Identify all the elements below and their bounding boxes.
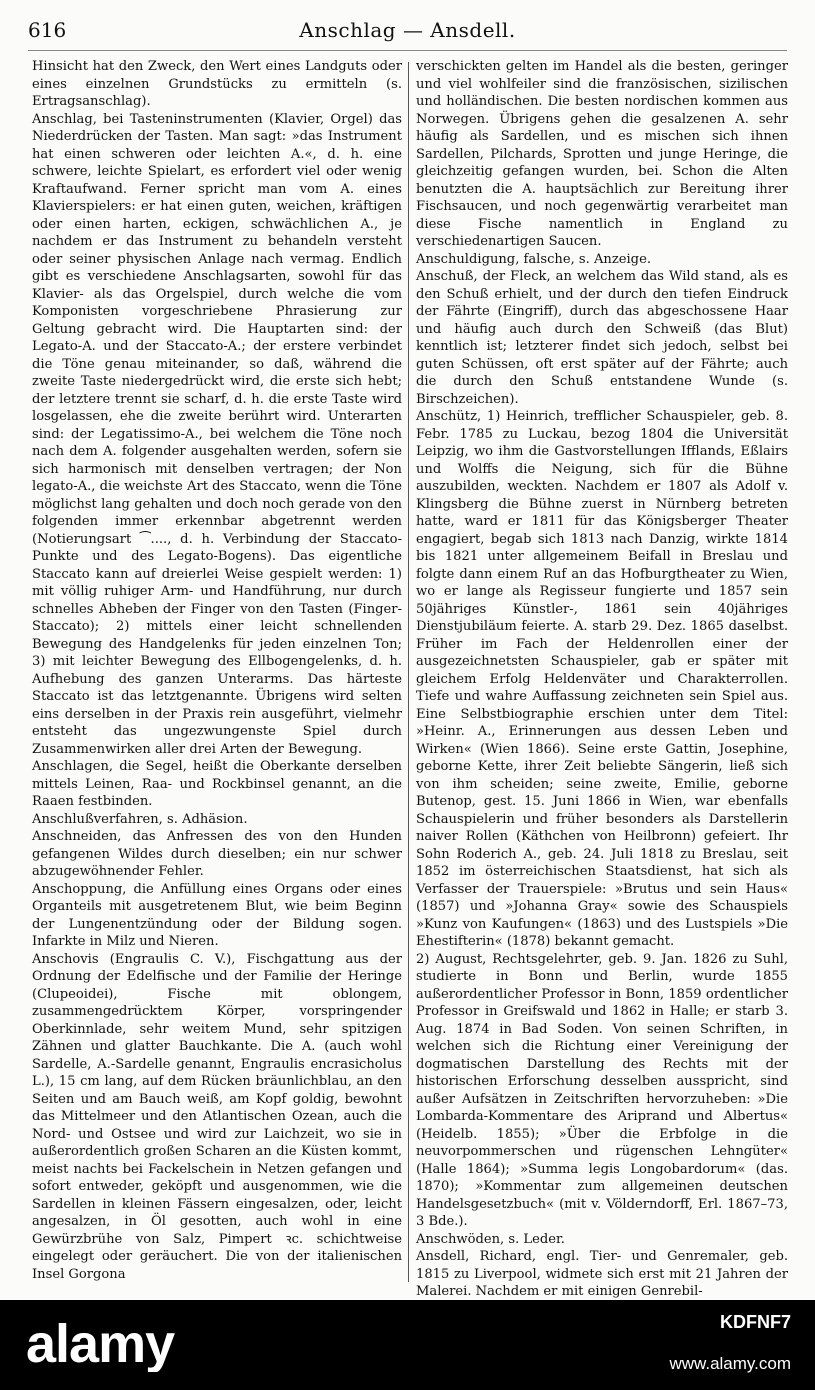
entry-anschlag: Anschlag, bei Tasteninstrumenten (Klavier, Orgel) das Niederdrücken der Tasten. Man sagt: »das Instrument hat einen schweren oder leichten A.«, d. h. eine schwere, leichte Spielart, es erfordert viel oder wenig Kraftaufwand. Ferner spricht man vom A. eines Klavierspielers: er hat einen guten, weichen, kräftigen oder einen harten, eckigen, schwächlichen A., je nachdem er das Instrument zu behandeln versteht oder seiner physischen Anlage nach vermag. Endlich gibt es verschiedene Anschlagsarten, sowohl für das Klavier- als das Orgelspiel, durch welche die vom Komponisten vorgeschriebene Phrasierung zur Geltung gebracht wird. Die Hauptarten sind: der Legato-A. und der Staccato-A.; der erstere verbindet die Töne genau miteinander, so daß, während die zweite Taste niedergedrückt wird, die erste sich hebt; der letztere trennt sie scharf, d. h. die erste Taste wird losgelassen, ehe die zweite berührt wird. Unterarten sind: der Legatissimo-A., bei welchem die Töne noch nach dem A. folgender ausgehalten werden, sofern sie sich harmonisch mit denselben vertragen; der Non legato-A., die weichste Art des Staccato, wenn die Töne möglichst lang gehalten und doch noch gerade von den folgenden immer erkennbar abgetrennt werden (Notierungsart ⁀...., d. h. Verbindung der Staccato-Punkte und des Legato-Bogens). Das eigentliche Staccato kann auf dreierlei Weise gespielt werden: 1) mit völlig ruhiger Arm- und Handführung, nur durch schnelles Abheben der Finger von den Tasten (Finger-Staccato); 2) mittels einer leicht schnellenden Bewegung des Handgelenks für jeden einzelnen Ton; 3) mit leichter Bewegung des Ellbogengelenks, d. h. Aufhebung des ganzen Unterarms. Das härteste Staccato ist das letztgenannte. Übrigens wird selten eins derselben in der Praxis rein ausgeführt, vielmehr entsteht das ungezwungenste Spiel durch Zusammenwirken aller drei Arten der Bewegung. [32, 111, 402, 757]
entry-anschwoeden: Anschwöden, s. Leder. [416, 1231, 565, 1247]
entry-anschuss: Anschuß, der Fleck, an welchem das Wild stand, als es den Schuß erhielt, und der durch den tiefen Eindruck der Fährte (Eingriff), durch das abgeschossene Haar und häufig auch durch den Schweiß (das Blut) kenntlich ist; letzterer findet sich jedoch, selbst bei guten Schüssen, oft erst später auf der Fährte; auch die durch den Schuß entstandene Wunde (s. Birschzeichen). [416, 269, 788, 407]
entry-anschuetz-2: 2) August, Rechtsgelehrter, geb. 9. Jan. 1826 zu Suhl, studierte in Bonn und Berlin, wurde 1855 außerordentlicher Professor in Bonn, 1859 ordentlicher Professor in Greifswald und 1862 in Halle; er starb 3. Aug. 1874 in Bad Soden. Von seinen Schriften, in welchen sich die Richtung einer Vereinigung der dogmatischen Darstellung des Rechts mit der historischen Erforschung desselben ausspricht, sind außer Aufsätzen in Zeitschriften hervorzuheben: »Die Lombarda-Kommentare des Ariprand und Albertus« (Heidelb. 1855); »Über die Erbfolge in die neuvorpommerschen und rügenschen Lehngüter« (Halle 1864); »Summa legis Longobardorum« (das. 1870); »Kommentar zum allgemeinen deutschen Handelsgesetzbuch« (mit v. Völderndorff, Erl. 1867–73, 3 Bde.). [416, 951, 788, 1229]
entry-anschneiden: Anschneiden, das Anfressen des von den Hunden gefangenen Wildes durch dieselben; ein nur schwer abzugewöhnender Fehler. [32, 829, 402, 879]
column-rule [408, 62, 409, 1282]
svg-text:alamy: alamy [26, 1318, 175, 1372]
entry-anschuetz-1: Anschütz, 1) Heinrich, trefflicher Schauspieler, geb. 8. Febr. 1785 zu Luckau, bezog 1804 die Universität Leipzig, wo ihm die Gastvorstellungen Ifflands, Eßlairs und Wolffs die Neigung, sich für die Bühne auszubilden, weckten. Nachdem er 1807 als Adolf v. Klingsberg die Bühne zuerst in Nürnberg betreten hatte, ward er 1811 für das Königsberger Theater engagiert, begab sich 1813 nach Danzig, wirkte 1814 bis 1821 unter allgemeinem Beifall in Breslau und folgte dann einem Ruf an das Hofburgtheater zu Wien, wo er lange als Regisseur fungierte und 1857 sein 50jähriges Künstler-, 1861 sein 40jähriges Dienstjubiläum feierte. A. starb 29. Dez. 1865 daselbst. Früher im Fach der Heldenrollen einer der ausgezeichnetsten Schauspieler, gab er später mit gleichem Erfolg Heldenväter und Charakterrollen. Tiefe und wahre Auffassung zeichneten sein Spiel aus. Eine Selbstbiographie erschien unter dem Titel: »Heinr. A., Erinnerungen aus dessen Leben und Wirken« (Wien 1866). Seine erste Gattin, Josephine, geborne Kette, ihrer Zeit beliebte Sängerin, ließ sich von ihm scheiden; seine zweite, Emilie, geborne Butenop, gest. 15. Juni 1866 in Wien, war ebenfalls Schauspielerin und früher besonders als Darstellerin naiver Rollen (Käthchen von Heilbronn) gefeiert. Ihr Sohn Roderich A., geb. 24. Juli 1818 zu Breslau, seit 1852 im österreichischen Staatsdienst, hat sich als Verfasser der Trauerspiele: »Brutus und sein Haus« (1857) und »Johanna Gray« sowie des Schauspiels »Kunz von Kaufungen« (1863) und des Lustspiels »Die Ehestifterin« (1878) bekannt gemacht. [416, 409, 788, 949]
left-column [32, 58, 402, 1283]
entry-ansdell: Ansdell, Richard, engl. Tier- und Genremaler, geb. 1815 zu Liverpool, widmete sich erst mit 21 Jahren der Malerei. Nachdem er mit einigen Genrebil- [416, 1249, 788, 1299]
entry-paragraph: Hinsicht hat den Zweck, den Wert eines Landguts oder eines einzelnen Grundstücks zu ermitteln (s. Ertragsanschlag). [32, 59, 402, 109]
right-column [416, 58, 788, 1301]
site-url: www.alamy.com [669, 1354, 791, 1373]
page-header [28, 14, 787, 46]
entry-anschoppung: Anschoppung, die Anfüllung eines Organs oder eines Organteils mit ausgetretenem Blut, wie beim Beginn der Lungenentzündung oder der Bildung sogen. Infarkte in Milz und Nieren. [32, 881, 402, 949]
entry-anschuldigung: Anschuldigung, falsche, s. Anzeige. [416, 251, 651, 267]
watermark-footer [0, 1300, 815, 1390]
running-head: Anschlag — Ansdell. [299, 18, 516, 42]
entry-continuation: verschickten gelten im Handel als die besten, geringer und viel wohlfeiler sind die französischen, sizilischen und holländischen. Die besten nordischen kommen aus Norwegen. Übrigens gehen die gesalzenen A. sehr häufig als Sardellen, und es mischen sich ihnen Sardellen, Pilchards, Sprotten und junge Heringe, die gleichzeitig gefangen wurden, bei. Schon die Alten benutzten die A. hauptsächlich zur Bereitung ihrer Fischsaucen, und noch gegenwärtig verarbeitet man diese Fische namentlich in England zu verschiedenartigen Saucen. [416, 59, 788, 249]
alamy-logo [26, 1318, 262, 1372]
page-number: 616 [28, 18, 67, 42]
entry-anschlussverfahren: Anschlußverfahren, s. Adhäsion. [32, 811, 248, 827]
entry-anschlagen: Anschlagen, die Segel, heißt die Oberkante derselben mittels Leinen, Raa- und Rockbinsel genannt, an die Raaen festbinden. [32, 759, 402, 809]
alamy-logo-icon [26, 1318, 262, 1372]
image-id: KDFNF7 [720, 1312, 791, 1332]
header-rule [28, 50, 787, 51]
entry-anschovis: Anschovis (Engraulis C. V.), Fischgattung aus der Ordnung der Edelfische und der Familie der Heringe (Clupeoidei), Fische mit oblongem, zusammengedrücktem Körper, vorspringender Oberkinnlade, sehr weitem Mund, sehr spitzigen Zähnen und glatter Bauchkante. Die A. (auch wohl Sardelle, A.-Sardelle genannt, Engraulis encrasicholus L.), 15 cm lang, auf dem Rücken bräunlichblau, an den Seiten und am Bauch weiß, am Kopf goldig, bewohnt das Mittelmeer und den Atlantischen Ozean, auch die Nord- und Ostsee und wird zur Laichzeit, wo sie in außerordentlich großen Scharen an die Küsten kommt, meist nachts bei Fackelschein in Netzen gefangen und sofort entweder, geköpft und ausgenommen, wie die Sardellen in kleinen Fässern eingesalzen, oder, leicht angesalzen, in Öl gesotten, auch wohl in eine Gewürzbrühe von Salz, Pimpert ꝛc. schichtweise eingelegt oder geräuchert. Die von der italienischen Insel Gorgona [32, 951, 402, 1282]
